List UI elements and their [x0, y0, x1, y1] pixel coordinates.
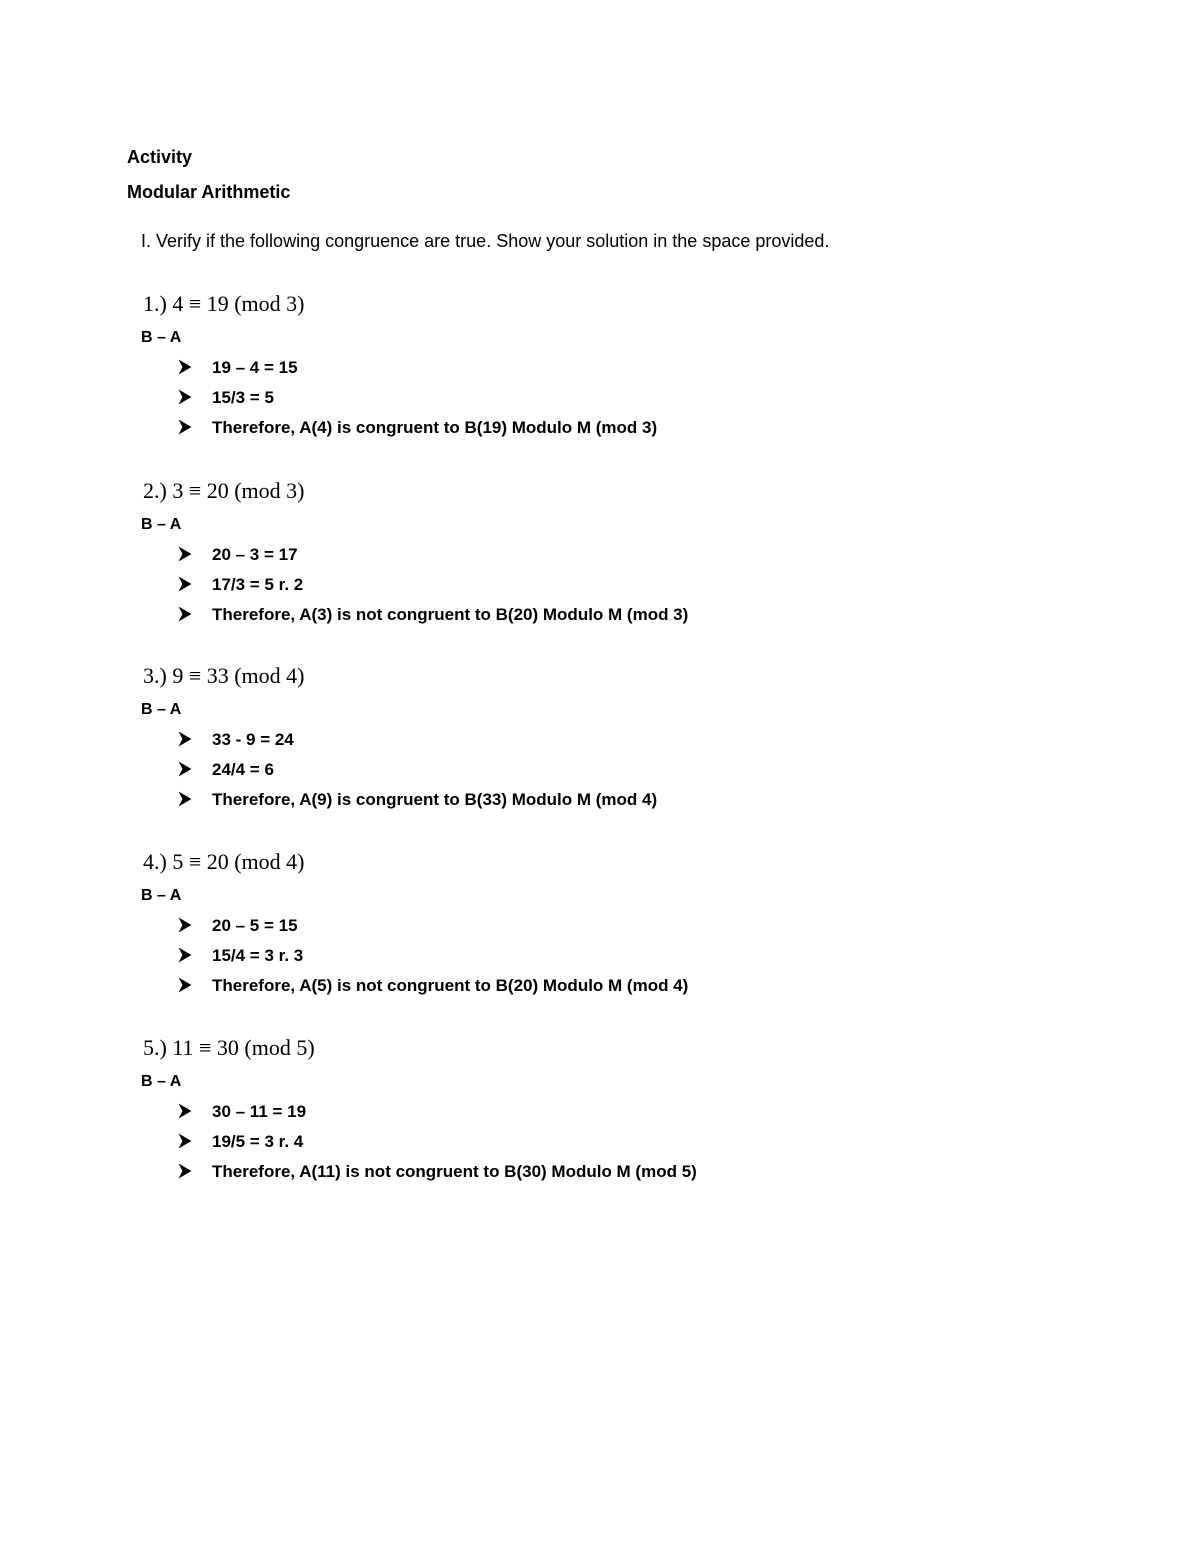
solution-step-text: Therefore, A(5) is not congruent to B(20) Modulo M (mod 4) [212, 976, 689, 995]
document-subtitle: Modular Arithmetic [127, 182, 291, 202]
solution-step-text: 19 – 4 = 15 [212, 358, 298, 377]
arrowhead-bullet-icon [178, 977, 192, 993]
solution-step-text: 33 - 9 = 24 [212, 730, 294, 749]
arrowhead-bullet-icon [178, 389, 192, 405]
problem-equation: 4.) 5 ≡ 20 (mod 4) [143, 849, 305, 874]
difference-label: B – A [141, 887, 182, 904]
arrowhead-bullet-icon [178, 791, 192, 807]
solution-step-text: 24/4 = 6 [212, 760, 274, 779]
arrowhead-bullet-icon [178, 576, 192, 592]
solution-step-text: 17/3 = 5 r. 2 [212, 575, 304, 594]
arrowhead-bullet-icon [178, 546, 192, 562]
problem-equation: 5.) 11 ≡ 30 (mod 5) [143, 1035, 315, 1060]
difference-label: B – A [141, 329, 182, 346]
solution-step-text: 20 – 3 = 17 [212, 545, 298, 564]
document-title: Activity [127, 147, 193, 167]
instructions: I. Verify if the following congruence are true. Show your solution in the space provided. [141, 231, 830, 251]
difference-label: B – A [141, 701, 182, 718]
problem-4 [0, 849, 1200, 1019]
solution-step-text: Therefore, A(11) is not congruent to B(30) Modulo M (mod 5) [212, 1162, 697, 1181]
solution-step-text: Therefore, A(4) is congruent to B(19) Modulo M (mod 3) [212, 418, 658, 437]
arrowhead-bullet-icon [178, 947, 192, 963]
difference-label: B – A [141, 516, 182, 533]
solution-step-text: 15/4 = 3 r. 3 [212, 946, 304, 965]
arrowhead-bullet-icon [178, 1133, 192, 1149]
arrowhead-bullet-icon [178, 606, 192, 622]
arrowhead-bullet-icon [178, 731, 192, 747]
problem-equation: 1.) 4 ≡ 19 (mod 3) [143, 291, 305, 316]
solution-step-text: 30 – 11 = 19 [212, 1102, 307, 1121]
arrowhead-bullet-icon [178, 1163, 192, 1179]
solution-step-text: 15/3 = 5 [212, 388, 274, 407]
problem-5 [0, 1035, 1200, 1205]
solution-step-text: 19/5 = 3 r. 4 [212, 1132, 304, 1151]
problem-3 [0, 663, 1200, 833]
arrowhead-bullet-icon [178, 917, 192, 933]
problem-2 [0, 478, 1200, 648]
problem-1 [0, 291, 1200, 461]
arrowhead-bullet-icon [178, 359, 192, 375]
problem-equation: 3.) 9 ≡ 33 (mod 4) [143, 663, 305, 688]
arrowhead-bullet-icon [178, 1103, 192, 1119]
problem-equation: 2.) 3 ≡ 20 (mod 3) [143, 478, 305, 503]
solution-step-text: Therefore, A(3) is not congruent to B(20) Modulo M (mod 3) [212, 605, 689, 624]
arrowhead-bullet-icon [178, 761, 192, 777]
difference-label: B – A [141, 1073, 182, 1090]
arrowhead-bullet-icon [178, 419, 192, 435]
solution-step-text: 20 – 5 = 15 [212, 916, 298, 935]
solution-step-text: Therefore, A(9) is congruent to B(33) Modulo M (mod 4) [212, 790, 658, 809]
